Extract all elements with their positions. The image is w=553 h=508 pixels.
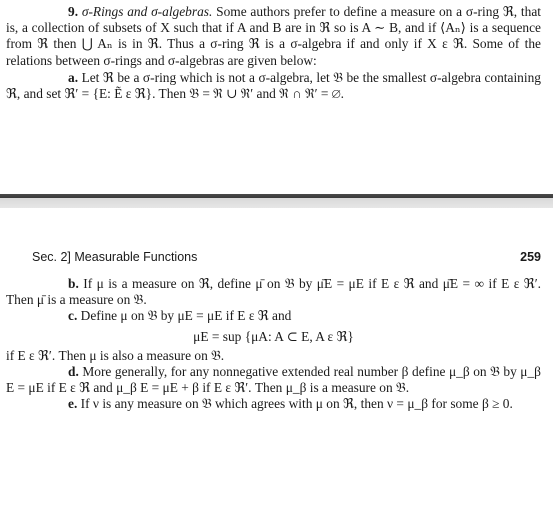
- item-d-label: d.: [68, 363, 79, 379]
- section-9-paragraph: [6, 4, 541, 69]
- item-e-text: If ν is any measure on 𝔅 which agrees with μ on ℜ, then ν = μ_β for some β ≥ 0.: [80, 396, 513, 412]
- item-b-paragraph: [6, 276, 541, 308]
- upper-page: [0, 0, 553, 194]
- item-d-paragraph: [6, 364, 541, 396]
- section-number: 9.: [68, 4, 79, 19]
- lower-page: [0, 208, 553, 508]
- item-e-paragraph: [6, 396, 541, 412]
- item-b-text: If μ is a measure on ℜ, define μ̄ on 𝔅 by μ̄E = μE if E ε ℜ and μ̄E = ∞ if E ε ℜ′. Then μ̄ is a measure on 𝔅.: [6, 276, 541, 308]
- item-d-text: More generally, for any nonnegative extended real number β define μ_β on 𝔅 by μ_β E = μE if E ε ℜ and μ_β E = μE + β if E ε ℜ′. Then μ_β is a measure on 𝔅.: [6, 363, 541, 396]
- item-c-display-equation: μE = sup {μA: A ⊂ E, A ε ℜ}: [193, 328, 354, 344]
- item-a-text: Let ℜ be a σ-ring which is not a σ-algebra, let 𝔅 be the smallest σ-algebra containing ℜ, and set ℜ′ = {E: Ẽ ε ℜ}. Then 𝔅 = ℜ ∪ ℜ′ and ℜ ∩ ℜ′ = ∅.: [6, 69, 541, 102]
- item-a-label: a.: [68, 69, 79, 85]
- section-intro-text: Some authors prefer to define a measure on a σ-ring ℜ, that is, a collection of subsets of X such that if A and B are in ℜ so is A ∼ B, and if ⟨Aₙ⟩ is a sequence from ℜ then ⋃ Aₙ is in ℜ. Thus a σ-ring ℜ is a σ-algebra if and only if X ε ℜ. Some of the relations between σ-rings and σ-algebras are given below:: [6, 4, 541, 68]
- running-head: [6, 250, 541, 272]
- item-a-paragraph: [6, 70, 541, 102]
- running-head-section: Sec. 2] Measurable Functions: [32, 250, 198, 264]
- item-c-continuation: if E ε ℜ′. Then μ is also a measure on 𝔅.: [6, 347, 225, 363]
- page-separator: [0, 194, 553, 208]
- item-c-text: Define μ on 𝔅 by μE = μE if E ε ℜ and: [80, 308, 292, 324]
- item-c-paragraph: [6, 308, 541, 324]
- item-c-label: c.: [68, 308, 78, 324]
- item-b-label: b.: [68, 276, 79, 291]
- item-e-label: e.: [68, 396, 78, 412]
- section-heading: σ-Rings and σ-algebras.: [81, 4, 213, 19]
- page-number: 259: [520, 250, 541, 264]
